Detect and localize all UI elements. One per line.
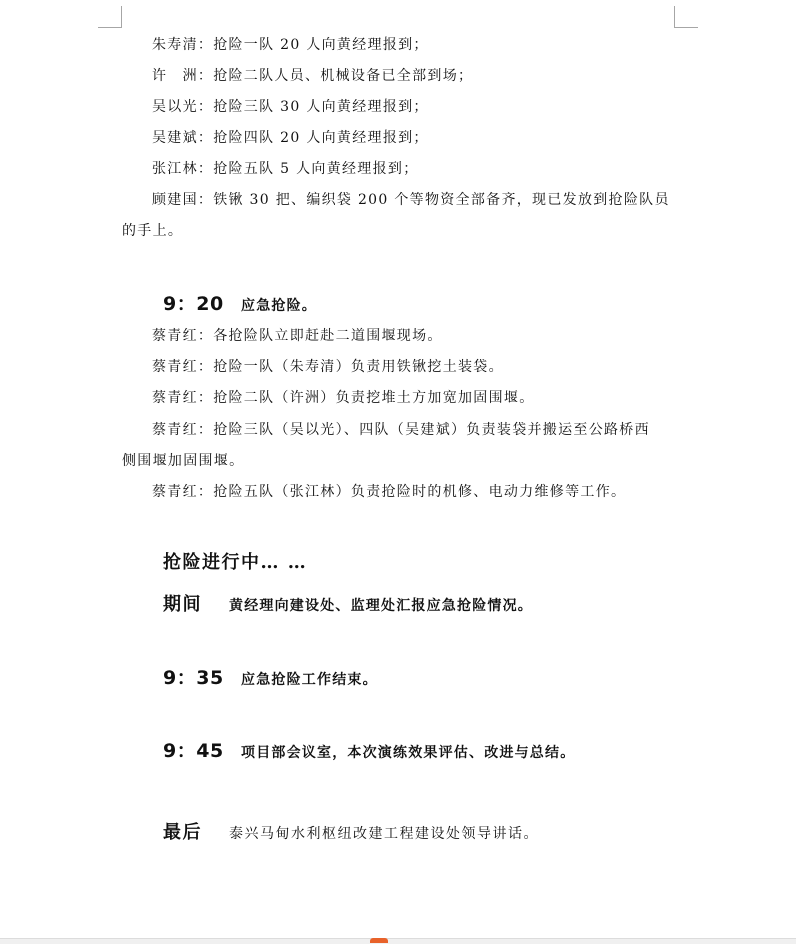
report-line	[152, 159, 419, 179]
report-text: 抢险二队人员、机械设备已全部到场；	[213, 68, 474, 84]
report-line	[152, 66, 473, 86]
report-text: 抢险四队 20 人向黄经理报到；	[213, 130, 429, 146]
report-continuation: 的手上。	[122, 223, 184, 239]
report-text: 抢险五队 5 人向黄经理报到；	[213, 161, 419, 177]
speaker-name: 蔡青红：	[152, 328, 214, 344]
speaker-name: 吴以光：	[152, 99, 214, 115]
report-line	[152, 190, 670, 210]
order-line	[152, 482, 626, 502]
section-title: 应急抢险。	[241, 298, 317, 314]
order-text: 抢险三队（吴以光）、四队（吴建斌）负责装袋并搬运至公路桥西	[213, 422, 650, 438]
report-line	[152, 97, 429, 117]
speaker-name: 蔡青红：	[152, 390, 214, 406]
speaker-name: 吴建斌：	[152, 130, 214, 146]
page-corner-mark-top-left	[121, 6, 122, 28]
report-line	[152, 35, 429, 55]
order-line	[152, 388, 535, 408]
speaker-name: 蔡青红：	[152, 359, 214, 375]
in-progress-heading: 抢险进行中… …	[163, 552, 308, 573]
during-row	[163, 590, 533, 616]
finally-label: 最后	[163, 822, 202, 843]
speaker-name: 顾建国：	[152, 192, 214, 208]
page-bottom-edge	[0, 938, 796, 944]
speaker-name: 张江林：	[152, 161, 214, 177]
page-corner-mark-top-left	[98, 27, 122, 28]
page-corner-mark-top-right	[674, 6, 675, 28]
speaker-name: 蔡青红：	[152, 484, 214, 500]
order-text: 抢险一队（朱寿清）负责用铁锹挖土装袋。	[213, 359, 504, 375]
order-text: 各抢险队立即赶赴二道围堰现场。	[213, 328, 443, 344]
report-line	[152, 128, 429, 148]
scroll-marker	[370, 938, 388, 943]
order-text: 抢险五队（张江林）负责抢险时的机修、电动力维修等工作。	[213, 484, 627, 500]
report-text: 抢险一队 20 人向黄经理报到；	[213, 37, 429, 53]
section-time: 9：45	[163, 740, 224, 762]
speaker-name: 许 洲：	[152, 68, 214, 84]
during-text: 黄经理向建设处、监理处汇报应急抢险情况。	[229, 598, 533, 614]
page-corner-mark-top-right	[674, 27, 698, 28]
during-label: 期间	[163, 594, 202, 615]
finally-text: 泰兴马甸水利枢纽改建工程建设处领导讲话。	[229, 826, 539, 842]
speaker-name: 蔡青红：	[152, 422, 214, 438]
order-line	[152, 420, 650, 440]
finally-row	[163, 818, 539, 844]
section-time: 9：20	[163, 293, 224, 315]
section-time: 9：35	[163, 667, 224, 689]
section-title: 应急抢险工作结束。	[241, 672, 378, 688]
report-text: 铁锹 30 把、编织袋 200 个等物资全部备齐，现已发放到抢险队员	[213, 192, 670, 208]
order-line	[152, 357, 504, 377]
section-920	[163, 289, 317, 316]
speaker-name: 朱寿清：	[152, 37, 214, 53]
order-continuation: 侧围堰加固围堰。	[122, 453, 245, 469]
section-945	[163, 736, 575, 763]
order-line	[152, 326, 443, 346]
report-text: 抢险三队 30 人向黄经理报到；	[213, 99, 429, 115]
section-935	[163, 663, 378, 690]
order-text: 抢险二队（许洲）负责挖堆土方加宽加固围堰。	[213, 390, 535, 406]
section-title: 项目部会议室，本次演练效果评估、改进与总结。	[241, 745, 576, 761]
